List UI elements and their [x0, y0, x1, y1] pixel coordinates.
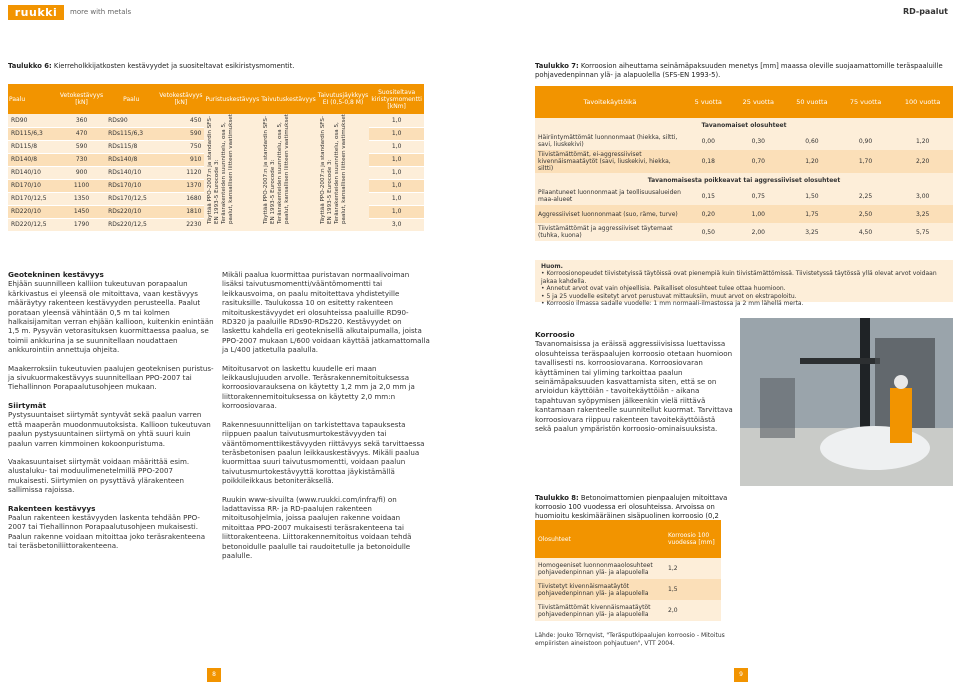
table6-head-6: Taivutusjäykkyys EI (0,5-0,8 M) — [317, 84, 370, 114]
column-3 — [535, 330, 733, 442]
tightening-moment: 1,0 — [369, 140, 424, 153]
table7-row — [535, 132, 953, 150]
table7-row — [535, 150, 953, 173]
corrosion-value: 0,70 — [732, 150, 786, 173]
note-item: • Korroosio ilmassa sadalle vuodelle: 1 mm normaali-ilmastossa ja 2 mm lähellä merta. — [541, 300, 804, 308]
table7 — [535, 86, 953, 241]
section-heading: Siirtymät — [8, 400, 47, 410]
corrosion-value: 4,50 — [839, 223, 893, 241]
table7-head-3: 50 vuotta — [785, 86, 839, 118]
tensile-capacity-s: 1370 — [157, 179, 204, 192]
table6-head-3: Vetokestävyys [kN] — [157, 84, 204, 114]
table7-title-label: Taulukko 7: — [535, 62, 579, 70]
paragraph: Rakennesuunnittelijan on tarkistettava tapauksesta riippuen paalun taivutusmurtokestävyyden tai vääntömomenttikestävyyden riittävyys sekä tarvittaessa teräsbetonisen paalun leikkauskestävyys. Mikäli paalua kuormittaa suuri taivutusmomentti, voidaan paalun taivutusmurtokestävyyttä korottaa jäykistämällä poikkileikkaus betoniteräksellä. — [222, 419, 425, 486]
table8-row — [535, 600, 721, 621]
pile-name-s: RDs115/8 — [105, 140, 157, 153]
corrosion-value: 0,30 — [732, 132, 786, 150]
section-heading: Geotekninen kestävyys — [8, 270, 104, 279]
section-title: Tavanomaisesta poikkeavat tai aggressiiviset olosuhteet — [535, 173, 953, 187]
tightening-moment: 1,0 — [369, 192, 424, 205]
soil-condition: Pilaantuneet luonnonmaat ja teollisuusalueiden maa-alueet — [535, 187, 685, 205]
corrosion-value: 1,20 — [785, 150, 839, 173]
tensile-capacity-s: 1680 — [157, 192, 204, 205]
notes-title: Huom. — [541, 263, 563, 270]
table7-title-text: Korroosion aiheuttama seinämäpaksuuden menetys [mm] maassa oleville suojaamattomille teräspaaluille pohjavedenpinnan ylä- ja alapuolella (SFS-EN 1993-5). — [535, 62, 943, 79]
paragraph: Ruukin www-sivuilta (www.ruukki.com/infra/fi) on ladattavissa RR- ja RD-paalujen rakenteen mitoitusohjelmia, joissa paalujen rakenne voidaan mitoittaa PPO-2007 mukaisesti teräsrakenteena tai liittorakenteena. Liittorakennemitoitus voidaan tehdä betonoidulle paalulle tai raudoitetulle ja betonoidulle paalulle. — [222, 494, 412, 560]
page-number-left: 8 — [207, 668, 221, 682]
tensile-capacity: 1790 — [58, 218, 105, 231]
table7-head-2: 25 vuotta — [732, 86, 786, 118]
tensile-capacity: 1450 — [58, 205, 105, 218]
pile-name-s: RDs220/12,5 — [105, 218, 157, 231]
pile-name-s: RDs115/6,3 — [105, 127, 157, 140]
vertical-note-text: Täyttää PPO-2007:n ja standardin SFS-EN 1993-5 Eurocode 3: Teräsrakenteiden suunnittelu, osa 5, paalut, kansallisen liitteen vaatimukset — [207, 113, 235, 224]
corrosion-value: 2,20 — [892, 150, 953, 173]
table8-row — [535, 579, 721, 600]
table6-title — [8, 62, 428, 71]
paragraph: Pystysuuntaiset siirtymät syntyvät sekä paalun varren että maaperän muodonmuutoksista. Kallioon tukeutuvan paalun pystysuuntainen siirtymä on yhtä suuri kuin paalun varren kimmoinen kokoonpuristuma. — [8, 410, 211, 448]
soil-condition: Aggressiiviset luonnonmaat (suo, räme, turve) — [535, 205, 685, 223]
corrosion-value: 0,50 — [685, 223, 732, 241]
condition: Tiivistetyt kivennäismaatäytöt pohjavedenpinnan ylä- ja alapuolella — [535, 579, 665, 600]
corrosion-value: 0,75 — [732, 187, 786, 205]
corrosion-value: 1,50 — [785, 187, 839, 205]
table8-head-1: Korroosio 100 vuodessa [mm] — [665, 520, 721, 558]
corrosion-100y: 2,0 — [665, 600, 721, 621]
table6-title-label: Taulukko 6: — [8, 62, 52, 70]
pile-name: RD115/6,3 — [8, 127, 58, 140]
table6-vertical-note — [317, 114, 370, 231]
corrosion-value: 0,18 — [685, 150, 732, 173]
tensile-capacity-s: 910 — [157, 153, 204, 166]
corrosion-value: 1,20 — [892, 132, 953, 150]
table7-row — [535, 187, 953, 205]
table8-row — [535, 558, 721, 579]
photo-illustration — [740, 318, 953, 486]
page-number-right: 9 — [734, 668, 748, 682]
tensile-capacity-s: 1810 — [157, 205, 204, 218]
corrosion-value: 3,00 — [892, 187, 953, 205]
tensile-capacity: 1100 — [58, 179, 105, 192]
corrosion-value: 3,25 — [892, 205, 953, 223]
corrosion-value: 3,25 — [785, 223, 839, 241]
table7-row — [535, 223, 953, 241]
pile-name-s: RDs140/8 — [105, 153, 157, 166]
corrosion-value: 5,75 — [892, 223, 953, 241]
pile-name: RD90 — [8, 114, 58, 127]
tensile-capacity-s: 590 — [157, 127, 204, 140]
paragraph: Vaakasuuntaiset siirtymät voidaan määrittää esim. alustaluku- tai moduulimenetelmillä PPO-2007 mukaisesti. Siirtymien on pysyttävä ylärakenteen sallimissa rajoissa. — [8, 456, 190, 495]
table6-head-1: Vetokestävyys [kN] — [58, 84, 105, 114]
tensile-capacity: 590 — [58, 140, 105, 153]
corrosion-value: 1,00 — [732, 205, 786, 223]
table8-title-text: Betonoimattomien pienpaalujen mitoittava korroosio 100 vuodessa eri olosuhteissa. Arvoissa on huomioitu keskimääräinen sisäpuolinen korroosio (0,2 — [535, 494, 728, 520]
pile-name: RD170/12,5 — [8, 192, 58, 205]
table6-title-text: Kierreholkkijatkosten kestävyydet ja suositeltavat esikiristysmomentit. — [51, 62, 295, 70]
corrosion-value: 2,25 — [839, 187, 893, 205]
section-title: RD-paalut — [902, 7, 948, 16]
soil-condition: Tiivistämättömät, ei-aggressiiviset kivennäismaatäytöt (savi, liuskekivi, hiekka, siltti) — [535, 150, 685, 173]
corrosion-value: 0,90 — [839, 132, 893, 150]
pile-name-s: RDs170/12,5 — [105, 192, 157, 205]
tensile-capacity-s: 2230 — [157, 218, 204, 231]
table7-head-0: Tavoitekäyttöikä — [535, 86, 685, 118]
tensile-capacity: 900 — [58, 166, 105, 179]
pile-name-s: RDs140/10 — [105, 166, 157, 179]
pile-name-s: RDs90 — [105, 114, 157, 127]
pile-name: RD220/12,5 — [8, 218, 58, 231]
corrosion-value: 0,60 — [785, 132, 839, 150]
pile-name-s: RDs170/10 — [105, 179, 157, 192]
table7-title — [535, 62, 953, 80]
note-item: • 5 ja 25 vuodelle esitetyt arvot perustuvat mittauksiin, muut arvot on ekstrapoloitu. — [541, 292, 797, 300]
corrosion-value: 0,15 — [685, 187, 732, 205]
drilling-rig-photo — [740, 318, 953, 486]
tensile-capacity-s: 450 — [157, 114, 204, 127]
table6-vertical-note — [260, 114, 317, 231]
table7-section-row — [535, 173, 953, 187]
table7-row — [535, 205, 953, 223]
note-item: • Annetut arvot ovat vain ohjeellisia. Paikalliset olosuhteet tulee ottaa huomioon. — [541, 285, 786, 293]
paragraph: Ehjään suunnilleen kalliion tukeutuvan porapaalun kärkivastus ei yleensä ole mitoittava, vaan kestävyys määräytyy rakenteen kestävyyden perusteella. Paalut porataan yleensä vähintään 0,5 m tai kolmen halkaisijamitan verran ehjään kallioon, kuitenkin enintään 1,5 m. Pysyvän vetorasituksen kuormittaessa paalua, se toimii ankkurina ja se suunnitellaan noudattaen ankkurointiin annettuja ohjeita. — [8, 279, 214, 355]
table8-title-label: Taulukko 8: — [535, 494, 579, 502]
corrosion-value: 0,00 — [685, 132, 732, 150]
tensile-capacity-s: 1120 — [157, 166, 204, 179]
corrosion-value: 1,75 — [785, 205, 839, 223]
tightening-moment: 1,0 — [369, 166, 424, 179]
table7-notes — [535, 260, 953, 308]
vertical-note-text: Täyttää PPO-2007:n ja standardin SFS-EN 1993-5 Eurocode 3: Teräsrakenteiden suunnittelu, osa 5, paalut, kansallisen liitteen vaatimukset — [263, 113, 291, 224]
table6-row — [8, 114, 424, 127]
pile-name: RD115/8 — [8, 140, 58, 153]
table6-head-5: Taivutuskestävyys — [260, 84, 317, 114]
paragraph: Mikäli paalua kuormittaa puristavan normaalivoiman lisäksi taivutusmomentti/vääntömomentti tai leikkausvoima, on paalu mitoitettava yhdistetyille rasituksille. Taulukossa 10 on esitetty rakenteen mitoituskestävyydet eri olosuhteissa paaluille RD90-RD320 ja paaluille RDs90-RDs220. Kestävyydet on laskettu kahdella eri geoteknisellä alkutaipumalla, joista PPO-2007 mukaan L/600 voidaan käyttää jatkamattomalla ja L/400 jatketulla paalulla. — [222, 270, 430, 355]
tightening-moment: 1,0 — [369, 153, 424, 166]
pile-name: RD140/8 — [8, 153, 58, 166]
soil-condition: Tiivistämättömät ja aggressiiviset täytemaat (tuhka, kuona) — [535, 223, 685, 241]
ruukki-logo: ruukki — [8, 5, 64, 20]
table6-head-7: Suositeltava kiristysmomentti [kNm] — [369, 84, 424, 114]
tensile-capacity: 1350 — [58, 192, 105, 205]
tensile-capacity: 470 — [58, 127, 105, 140]
table7-head-1: 5 vuotta — [685, 86, 732, 118]
paragraph: Maakerroksiin tukeutuvien paalujen geoteknisen puristus- ja sivukuormakestävyys suunnitellaan PPO-2007 tai Tiehallinnon Porapaalutusohjeen mukaan. — [8, 363, 214, 392]
section-heading: Korroosio — [535, 330, 575, 339]
condition: Homogeeniset luonnonmaaolosuhteet pohjavedenpinnan ylä- ja alapuolella — [535, 558, 665, 579]
tensile-capacity-s: 750 — [157, 140, 204, 153]
corrosion-100y: 1,5 — [665, 579, 721, 600]
tightening-moment: 1,0 — [369, 114, 424, 127]
paragraph: Paalun rakenteen kestävyyden laskenta tehdään PPO-2007 tai Tiehallinnon Porapaalutusohjeen mukaisesti. Paalun rakenne voidaan mitoittaa joko teräsrakenteena tai teräsbetoniliittorakenteena. — [8, 512, 206, 551]
tensile-capacity: 360 — [58, 114, 105, 127]
paragraph: Tavanomaisissa ja eräissä aggressiivisissa luettavissa olosuhteissa teräspaalujen korroosio otetaan huomioon tavallisesti ns. korroosiovarana. Korroosiovaran käyttäminen tai yliming tarkoittaa paalun seinämäpaksuuden kasvattamista siten, että se on arvioidun käyttöiän - tavoitekäyttöiän - aikana tapahtuvan syöpymisen jälkeenkin vielä riittävä kantamaan rakenteelle suunnitellut kuormat. Tarvittava korroosiovara riippuu rakenteen tavoitekäyttöiästä sekä paalun ympäristön korroosio-ominaisuuksista. — [535, 339, 733, 434]
corrosion-value: 2,00 — [732, 223, 786, 241]
corrosion-100y: 1,2 — [665, 558, 721, 579]
table7-head-4: 75 vuotta — [839, 86, 893, 118]
corrosion-value: 1,70 — [839, 150, 893, 173]
soil-condition: Häiriintymättömät luonnonmaat (hiekka, siltti, savi, liuskekivi) — [535, 132, 685, 150]
pile-name: RD220/10 — [8, 205, 58, 218]
tensile-capacity: 730 — [58, 153, 105, 166]
table8-source: Lähde: Jouko Törnqvist, "Teräsputkipaalujen korroosio - Mitoitus empiiristen aineistoon pohjautuen", VTT 2004. — [535, 632, 725, 647]
tagline: more with metals — [70, 8, 132, 16]
condition: Tiivistämättömät kivennäismaatäytöt pohjavedenpinnan ylä- ja alapuolella — [535, 600, 665, 621]
section-heading: Rakenteen kestävyys — [8, 503, 96, 513]
note-item: • Korroosionopeudet tiivistetyissä täytöissä ovat pienempiä kuin tiivistämättömissä. Tiivistetyssä täytössä yllä olevat arvot voidaan jakaa kahdella. — [541, 270, 937, 285]
tightening-moment: 1,0 — [369, 179, 424, 192]
tightening-moment: 1,0 — [369, 127, 424, 140]
pile-name: RD140/10 — [8, 166, 58, 179]
column-1 — [8, 270, 215, 560]
pile-name: RD170/10 — [8, 179, 58, 192]
corrosion-value: 2,50 — [839, 205, 893, 223]
table6 — [8, 84, 424, 232]
section-title: Tavanomaiset olosuhteet — [535, 118, 953, 132]
vertical-note-text: Täyttää PPO-2007:n ja standardin SFS-EN 1993-5 Eurocode 3: Teräsrakenteiden suunnittelu, osa 5, paalut, kansallisen liitteen vaatimukset — [319, 113, 347, 224]
table7-head-5: 100 vuotta — [892, 86, 953, 118]
pile-name-s: RDs220/10 — [105, 205, 157, 218]
paragraph: Mitoitusarvot on laskettu kuudelle eri maan leikkauslujuuden arvolle. Teräsrakennemitoituksessa korroosiovarauksena on käytetty 1,2 mm ja 2,0 mm ja liittorakennemitoituksessa on käytetty 2,0 mm:n korroosiovaraa. — [222, 363, 415, 411]
corrosion-value: 0,20 — [685, 205, 732, 223]
table8 — [535, 520, 721, 621]
table7-section-row — [535, 118, 953, 132]
table6-head-0: Paalu — [8, 84, 58, 114]
table8-head-0: Olosuhteet — [535, 520, 665, 558]
table6-head-4: Puristuskestävyys — [204, 84, 260, 114]
table6-vertical-note — [204, 114, 260, 231]
tightening-moment: 1,0 — [369, 205, 424, 218]
tightening-moment: 3,0 — [369, 218, 424, 231]
table6-head-2: Paalu — [105, 84, 157, 114]
column-2 — [222, 270, 430, 569]
